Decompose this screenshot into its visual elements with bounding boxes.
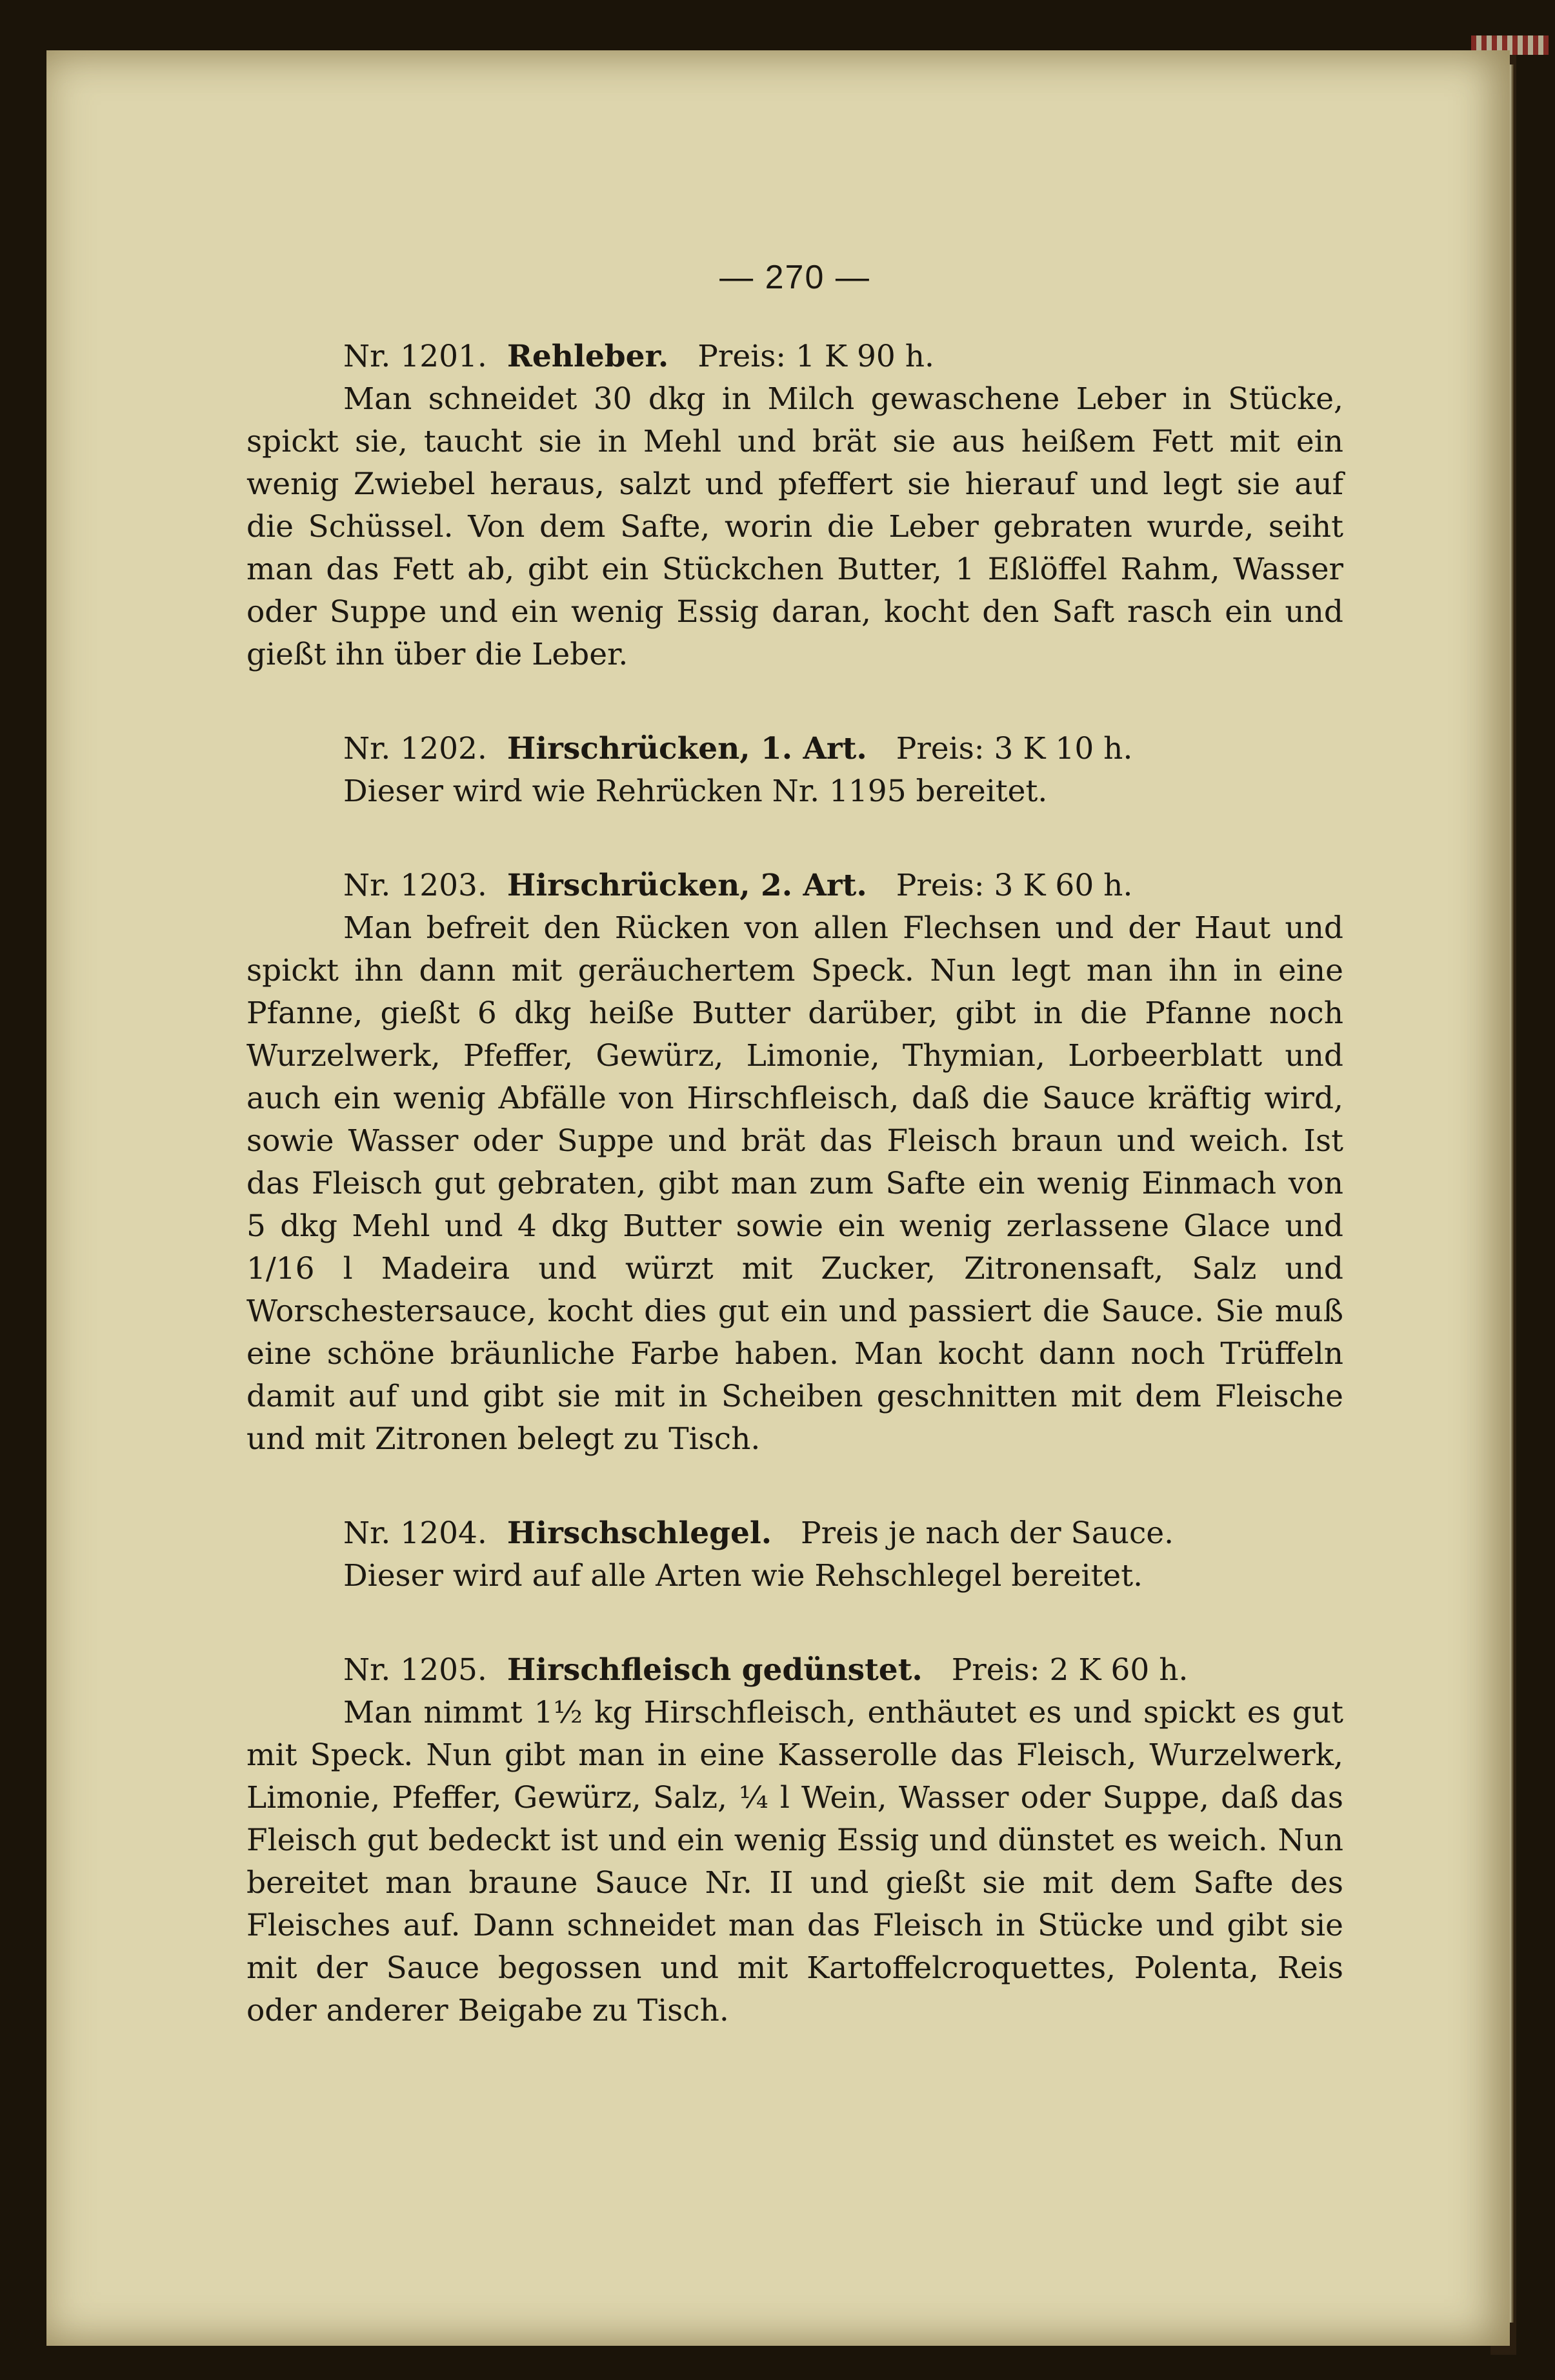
recipe-body: Dieser wird wie Rehrücken Nr. 1195 bereitet. bbox=[343, 774, 1048, 809]
recipe-title: Hirschrücken, 1. Art. bbox=[507, 731, 867, 766]
recipe-number: Nr. 1201. bbox=[343, 339, 487, 374]
recipe-price: Preis: 2 K 60 h. bbox=[951, 1652, 1189, 1688]
recipe-title: Hirschfleisch gedünstet. bbox=[507, 1652, 923, 1688]
recipe-number: Nr. 1205. bbox=[343, 1652, 487, 1688]
recipe-1202 bbox=[246, 728, 1343, 813]
recipe-body: Man befreit den Rücken von allen Flechsen und der Haut und spickt ihn dann mit geräuchertem Speck. Nun legt man ihn in eine Pfanne, gießt 6 dkg heiße Butter darüber, gibt in die Pfanne noch Wurzelwerk, Pfeffer, Gewürz, Limonie, Thymian, Lorbeerblatt und auch ein wenig Abfälle von Hirschfleisch, daß die Sauce kräftig wird, sowie Wasser oder Suppe und brät das Fleisch braun und weich. Ist das Fleisch gut gebraten, gibt man zum Safte ein wenig Einmach von 5 dkg Mehl und 4 dkg Butter sowie ein wenig zerlassene Glace und 1/16 l Madeira und würzt mit Zucker, Zitronensaft, Salz und Worschestersauce, kocht dies gut ein und passiert die Sauce. Sie muß eine schöne bräunliche Farbe haben. Man kocht dann noch Trüffeln damit auf und gibt sie mit in Scheiben geschnitten mit dem Fleische und mit Zitronen belegt zu Tisch. bbox=[246, 910, 1343, 1457]
recipe-heading bbox=[246, 865, 1343, 907]
recipe-number: Nr. 1204. bbox=[343, 1515, 487, 1551]
recipe-number: Nr. 1203. bbox=[343, 868, 487, 903]
recipe-body: Dieser wird auf alle Arten wie Rehschlegel bereitet. bbox=[343, 1558, 1143, 1594]
recipe-price: Preis: 3 K 10 h. bbox=[896, 731, 1133, 766]
recipe-1205 bbox=[246, 1649, 1343, 2032]
recipe-number: Nr. 1202. bbox=[343, 731, 487, 766]
recipe-price: Preis: 1 K 90 h. bbox=[697, 339, 934, 374]
recipe-price: Preis: 3 K 60 h. bbox=[896, 868, 1133, 903]
recipe-body: Man nimmt 1½ kg Hirschfleisch, enthäutet es und spickt es gut mit Speck. Nun gibt man in eine Kasserolle das Fleisch, Wurzelwerk, Limonie, Pfeffer, Gewürz, Salz, ¼ l Wein, Wasser oder Suppe, daß das Fleisch gut bedeckt ist und ein wenig Essig und dünstet es weich. Nun bereitet man braune Sauce Nr. II und gießt sie mit dem Safte des Fleisches auf. Dann schneidet man das Fleisch in Stücke und gibt sie mit der Sauce begossen und mit Kartoffelcroquettes, Polenta, Reis oder anderer Beigabe zu Tisch. bbox=[246, 1695, 1343, 2028]
page-number: — 270 — bbox=[719, 259, 870, 296]
page-content bbox=[246, 258, 1343, 2084]
recipe-heading bbox=[246, 728, 1343, 770]
recipe-heading bbox=[246, 1649, 1343, 1692]
recipe-heading bbox=[246, 1512, 1343, 1555]
recipe-price: Preis je nach der Sauce. bbox=[801, 1515, 1174, 1551]
recipe-body: Man schneidet 30 dkg in Milch gewaschene Leber in Stücke, spickt sie, taucht sie in Mehl und brät sie aus heißem Fett mit ein wenig Zwiebel heraus, salzt und pfeffert sie hierauf und legt sie auf die Schüssel. Von dem Safte, worin die Leber gebraten wurde, seiht man das Fett ab, gibt ein Stückchen Butter, 1 Eßlöffel Rahm, Wasser oder Suppe und ein wenig Essig daran, kocht den Saft rasch ein und gießt ihn über die Leber. bbox=[246, 381, 1343, 672]
recipe-title: Rehleber. bbox=[507, 339, 669, 374]
recipe-title: Hirschschlegel. bbox=[507, 1515, 772, 1551]
recipe-1203 bbox=[246, 865, 1343, 1461]
recipe-1204 bbox=[246, 1512, 1343, 1597]
recipe-heading bbox=[246, 335, 1343, 378]
recipe-title: Hirschrücken, 2. Art. bbox=[507, 868, 867, 903]
recipe-1201 bbox=[246, 335, 1343, 676]
